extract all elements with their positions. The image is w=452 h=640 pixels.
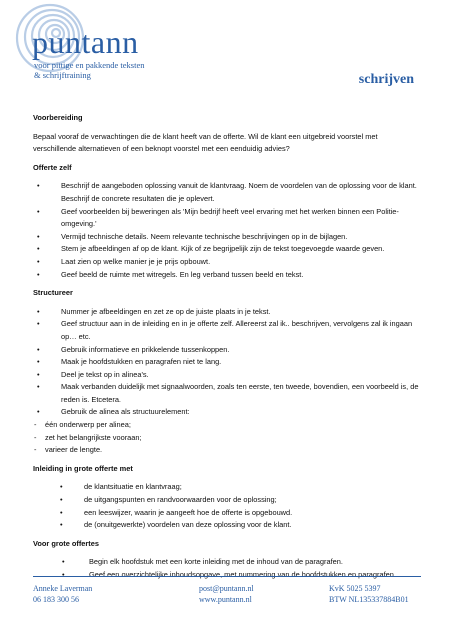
document-body xyxy=(33,112,421,588)
footer-name: Anneke Laverman xyxy=(33,584,93,593)
heading-voorbereiding: Voorbereiding xyxy=(33,113,83,122)
list-item: • de (onuitgewerkte) voordelen van deze oplossing voor de klant. xyxy=(33,519,421,532)
sub-list-item: - zet het belangrijkste vooraan; xyxy=(33,432,421,445)
list-item: • een leeswijzer, waarin je aangeeft hoe de offerte is opgebouwd. xyxy=(33,507,421,520)
list-item: • Deel je tekst op in alinea's. xyxy=(33,369,421,382)
list-item: • Geef beeld de ruimte met witregels. En leg verband tussen beeld en tekst. xyxy=(33,269,421,282)
tagline-line-1: voor pittige en pakkende teksten xyxy=(34,60,145,70)
footer xyxy=(33,576,421,604)
footer-registration xyxy=(329,583,409,605)
footer-kvk: KvK 5025 5397 xyxy=(329,584,381,593)
tagline xyxy=(34,60,144,80)
list-item: • Stem je afbeeldingen af op de klant. Kijk of ze begrijpelijk zijn de tekst toegevoegde waarde geven. xyxy=(33,243,421,256)
footer-phone: 06 183 300 56 xyxy=(33,595,79,604)
list-item: • Nummer je afbeeldingen en zet ze op de juiste plaats in je tekst. xyxy=(33,306,421,319)
footer-btw: BTW NL135337884B01 xyxy=(329,595,409,604)
footer-online xyxy=(199,583,254,605)
heading-grote-offertes: Voor grote offertes xyxy=(33,538,99,548)
inleiding-list xyxy=(33,481,421,531)
footer-contact xyxy=(33,583,92,605)
list-item: • de klantsituatie en klantvraag; xyxy=(33,481,421,494)
sub-list-item: - varieer de lengte. xyxy=(33,444,421,457)
list-item: • Gebruik de alinea als structuurelement: xyxy=(33,406,421,419)
heading-inleiding: Inleiding in grote offerte met xyxy=(33,463,133,473)
list-item: • Geef voorbeelden bij beweringen als 'Mijn bedrijf heeft veel ervaring met het werken binnen een Politie-omgeving.' xyxy=(33,206,421,231)
tagline-line-2: & schrijftraining xyxy=(34,70,91,80)
list-item: • Begin elk hoofdstuk met een korte inleiding met de inhoud van de paragrafen. xyxy=(33,556,421,569)
structureer-list xyxy=(33,306,421,419)
heading-structureer: Structureer xyxy=(33,288,73,298)
grote-offertes-list xyxy=(33,556,421,581)
list-item: • Maak verbanden duidelijk met signaalwoorden, zoals ten eerste, ten tweede, bovendien, een voorbeeld is, de reden is. Etcetera. xyxy=(33,381,421,406)
sub-list-item: - één onderwerp per alinea; xyxy=(33,419,421,432)
voorbereiding-text: Bepaal vooraf de verwachtingen die de klant heeft van de offerte. Wil de klant een uitgebreid voorstel met verschillende alternatieven of een beknopt voorstel met een eenduidig advies? xyxy=(33,131,378,154)
footer-email[interactable]: post@puntann.nl xyxy=(199,584,254,593)
list-item: • Geef structuur aan in de inleiding en in je offerte zelf. Allereerst zal ik.. beschrijven, vervolgens zal ik ingaan op… etc. xyxy=(33,318,421,343)
structureer-sublist xyxy=(33,419,421,457)
list-item: • Maak je hoofdstukken en paragrafen niet te lang. xyxy=(33,356,421,369)
list-item: • Beschrijf de aangeboden oplossing vanuit de klantvraag. Noem de voordelen van de oplossing voor de klant. Beschrijf de concrete resultaten die je oplevert. xyxy=(33,180,421,205)
heading-offerte-zelf: Offerte zelf xyxy=(33,162,72,172)
list-item: • Laat zien op welke manier je je prijs opbouwt. xyxy=(33,256,421,269)
offerte-zelf-list xyxy=(33,180,421,281)
brand-logo-text: puntann xyxy=(32,24,139,60)
list-item: • Vermijd technische details. Neem relevante technische beschrijvingen op in de bijlagen. xyxy=(33,231,421,244)
footer-website[interactable]: www.puntann.nl xyxy=(199,595,252,604)
list-item: • Geef een overzichtelijke inhoudsopgave, met nummering van de hoofdstukken en paragrafen. xyxy=(33,569,421,582)
section-title: schrijven xyxy=(358,72,414,87)
list-item: • Gebruik informatieve en prikkelende tussenkoppen. xyxy=(33,344,421,357)
list-item: • de uitgangspunten en randvoorwaarden voor de oplossing; xyxy=(33,494,421,507)
